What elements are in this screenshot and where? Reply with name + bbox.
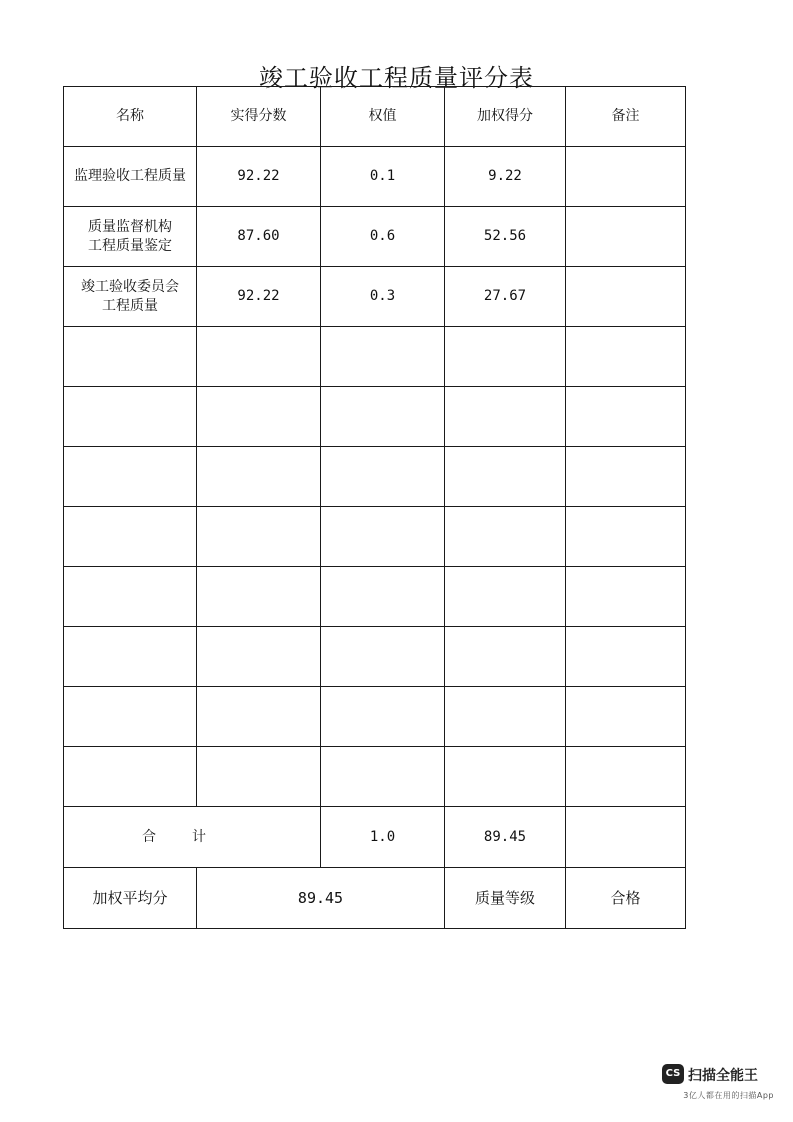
empty-cell — [197, 747, 321, 807]
header-weight: 权值 — [321, 87, 445, 147]
watermark-app-name: 扫描全能王 — [688, 1068, 758, 1084]
empty-cell — [321, 447, 445, 507]
row-weighted-score: 9.22 — [445, 147, 566, 207]
row-actual-score: 92.22 — [197, 267, 321, 327]
empty-table-row — [64, 627, 686, 687]
table-row — [64, 267, 686, 327]
empty-cell — [445, 507, 566, 567]
total-remarks — [566, 807, 686, 868]
empty-table-row — [64, 447, 686, 507]
weighted-average-value: 89.45 — [197, 868, 445, 929]
empty-cell — [197, 567, 321, 627]
document-title: 竣工验收工程质量评分表 — [259, 64, 534, 92]
row-weighted-score: 52.56 — [445, 207, 566, 267]
total-weighted-score: 89.45 — [445, 807, 566, 868]
row-name-line1: 质量监督机构 — [88, 218, 172, 235]
empty-cell — [197, 627, 321, 687]
row-weight: 0.1 — [321, 147, 445, 207]
empty-cell — [321, 687, 445, 747]
empty-cell — [566, 747, 686, 807]
row-remarks — [566, 267, 686, 327]
empty-cell — [321, 507, 445, 567]
empty-cell — [197, 687, 321, 747]
empty-cell — [566, 567, 686, 627]
summary-row — [64, 868, 686, 929]
empty-cell — [321, 327, 445, 387]
row-name-cell — [64, 267, 197, 327]
empty-cell — [566, 387, 686, 447]
empty-table-row — [64, 567, 686, 627]
row-name-line2: 工程质量鉴定 — [88, 237, 172, 254]
total-weight: 1.0 — [321, 807, 445, 868]
empty-cell — [64, 447, 197, 507]
row-actual-score: 92.22 — [197, 147, 321, 207]
empty-cell — [566, 687, 686, 747]
empty-cell — [64, 327, 197, 387]
row-weight: 0.3 — [321, 267, 445, 327]
empty-table-row — [64, 387, 686, 447]
quality-grade-label: 质量等级 — [445, 868, 566, 929]
header-name: 名称 — [64, 87, 197, 147]
row-name-line1: 监理验收工程质量 — [74, 168, 186, 184]
empty-cell — [64, 627, 197, 687]
total-label: 合计 — [64, 807, 321, 868]
empty-cell — [445, 387, 566, 447]
empty-cell — [445, 327, 566, 387]
row-remarks — [566, 147, 686, 207]
quality-score-table — [63, 86, 686, 929]
row-name-cell — [64, 147, 197, 207]
empty-table-row — [64, 327, 686, 387]
row-name-cell — [64, 207, 197, 267]
empty-table-row — [64, 687, 686, 747]
empty-cell — [197, 507, 321, 567]
empty-cell — [566, 627, 686, 687]
empty-table-row — [64, 507, 686, 567]
empty-cell — [445, 747, 566, 807]
empty-cell — [566, 507, 686, 567]
header-remarks: 备注 — [566, 87, 686, 147]
row-weight: 0.6 — [321, 207, 445, 267]
scanner-watermark — [662, 1064, 777, 1104]
quality-grade-value: 合格 — [566, 868, 686, 929]
empty-cell — [321, 387, 445, 447]
empty-table-row — [64, 747, 686, 807]
table-row — [64, 207, 686, 267]
empty-cell — [445, 687, 566, 747]
empty-cell — [64, 567, 197, 627]
header-weighted-score: 加权得分 — [445, 87, 566, 147]
empty-cell — [197, 327, 321, 387]
row-name-line2: 工程质量 — [102, 297, 158, 314]
empty-cell — [64, 687, 197, 747]
row-name-line1: 竣工验收委员会 — [81, 278, 179, 295]
row-actual-score: 87.60 — [197, 207, 321, 267]
header-actual-score: 实得分数 — [197, 87, 321, 147]
empty-cell — [445, 567, 566, 627]
empty-cell — [197, 387, 321, 447]
empty-cell — [445, 447, 566, 507]
row-weighted-score: 27.67 — [445, 267, 566, 327]
camscanner-logo-icon: CS — [662, 1064, 684, 1084]
empty-cell — [566, 447, 686, 507]
empty-cell — [64, 387, 197, 447]
weighted-average-label: 加权平均分 — [64, 868, 197, 929]
empty-cell — [321, 567, 445, 627]
total-row — [64, 807, 686, 868]
watermark-tagline: 3亿人都在用的扫描App — [683, 1091, 774, 1100]
empty-cell — [64, 747, 197, 807]
empty-cell — [321, 627, 445, 687]
empty-cell — [566, 327, 686, 387]
empty-cell — [445, 627, 566, 687]
table-row — [64, 147, 686, 207]
empty-cell — [197, 447, 321, 507]
empty-cell — [64, 507, 197, 567]
table-header-row — [64, 87, 686, 147]
row-remarks — [566, 207, 686, 267]
empty-cell — [321, 747, 445, 807]
